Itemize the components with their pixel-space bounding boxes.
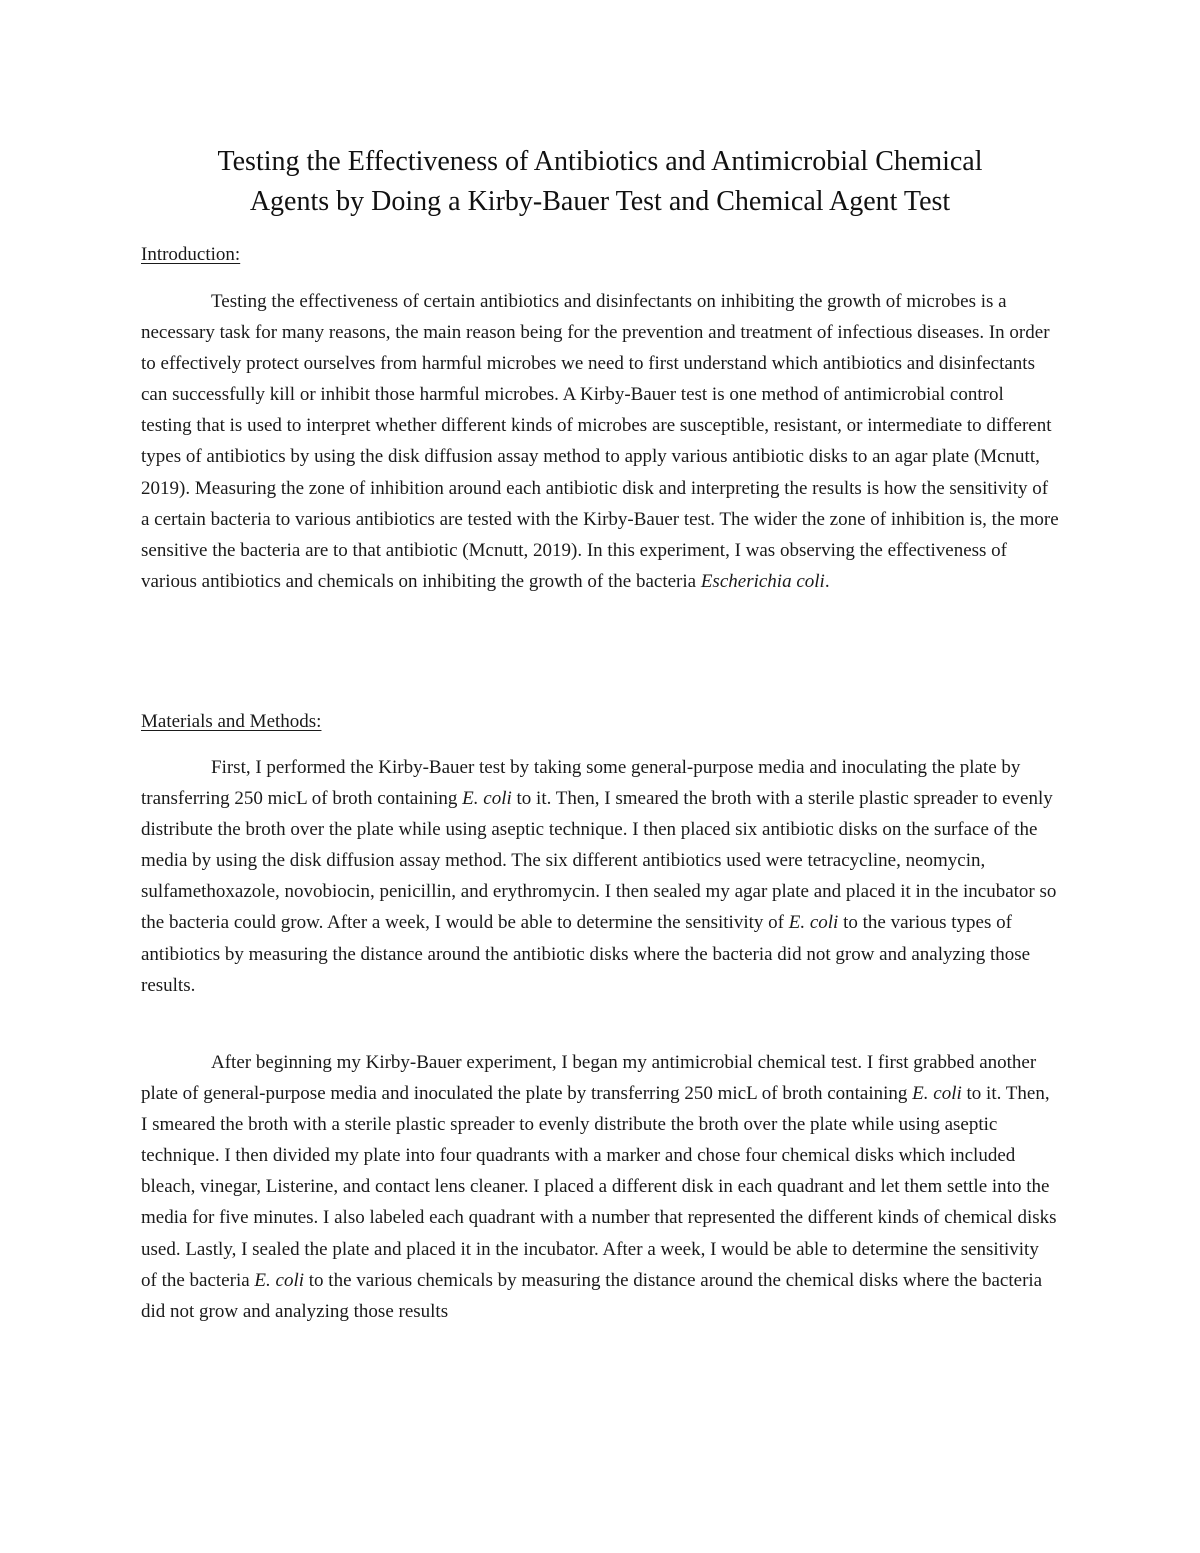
title-line-1: Testing the Effectiveness of Antibiotics and Antimicrobial Chemical: [217, 146, 983, 177]
introduction-paragraph: [141, 286, 1059, 597]
introduction-text-end: .: [824, 570, 830, 592]
methods-paragraph-1: [141, 752, 1059, 1001]
document-title: [100, 142, 1100, 222]
methods-1-text-a: First, I performed the Kirby-Bauer test by taking some general-purpose media and inoculating the plate by transferring 250 micL of broth containing: [141, 757, 1021, 810]
species-name: E. coli: [912, 1083, 962, 1105]
species-name: E. coli: [254, 1269, 305, 1291]
methods-1-text-c: to the various types of antibiotics by measuring the distance around the antibiotic disks where the bacteria did not grow and analyzing those results.: [141, 912, 1031, 996]
methods-2-text-b: to it. Then, I smeared the broth with a sterile plastic spreader to evenly distribute the broth over the plate while using aseptic technique. I then divided my plate into four quadrants with a marker and chose four chemical disks which included bleach, vinegar, Listerine, and contact lens cleaner. I placed a different disk in each quadrant and let them settle into the media for five minutes. I also labeled each quadrant with a number that represented the different kinds of chemical disks used. Lastly, I sealed the plate and placed it in the incubator. After a week, I would be able to determine the sensitivity of the bacteria: [141, 1083, 1057, 1291]
title-line-2: Agents by Doing a Kirby-Bauer Test and Chemical Agent Test: [249, 186, 951, 217]
materials-methods-heading: Materials and Methods:: [141, 711, 322, 732]
methods-1-text-b: to it. Then, I smeared the broth with a sterile plastic spreader to evenly distribute the broth over the plate while using aseptic technique. I then placed six antibiotic disks on the surface of the media by using the disk diffusion assay method. The six different antibiotics used were tetracycline, neomycin, sulfamethoxazole, novobiocin, penicillin, and erythromycin. I then sealed my agar plate and placed it in the incubator so the bacteria could grow. After a week, I would be able to determine the sensitivity of: [141, 788, 1057, 934]
methods-2-text-c: to the various chemicals by measuring the distance around the chemical disks where the bacteria did not grow and analyzing those results: [141, 1269, 1043, 1322]
methods-paragraph-2: [141, 1047, 1059, 1327]
methods-2-text-a: After beginning my Kirby-Bauer experiment, I began my antimicrobial chemical test. I first grabbed another plate of general-purpose media and inoculated the plate by transferring 250 micL of broth containing: [141, 1052, 1037, 1105]
species-name: Escherichia coli: [700, 570, 825, 592]
species-name: E. coli: [788, 912, 839, 934]
introduction-text: Testing the effectiveness of certain antibiotics and disinfectants on inhibiting the growth of microbes is a necessary task for many reasons, the main reason being for the prevention and treatment of infectious diseases. In order to effectively protect ourselves from harmful microbes we need to first understand which antibiotics and disinfectants can successfully kill or inhibit those harmful microbes. A Kirby-Bauer test is one method of antimicrobial control testing that is used to interpret whether different kinds of microbes are susceptible, resistant, or intermediate to different types of antibiotics by using the disk diffusion assay method to apply various antibiotic disks to an agar plate (Mcnutt, 2019). Measuring the zone of inhibition around each antibiotic disk and interpreting the results is how the sensitivity of a certain bacteria to various antibiotics are tested with the Kirby-Bauer test. The wider the zone of inhibition is, the more sensitive the bacteria are to that antibiotic (Mcnutt, 2019). In this experiment, I was observing the effectiveness of various antibiotics and chemicals on inhibiting the growth of the bacteria: [141, 291, 1059, 592]
species-name: E. coli: [462, 788, 512, 810]
introduction-heading: Introduction:: [141, 244, 241, 265]
